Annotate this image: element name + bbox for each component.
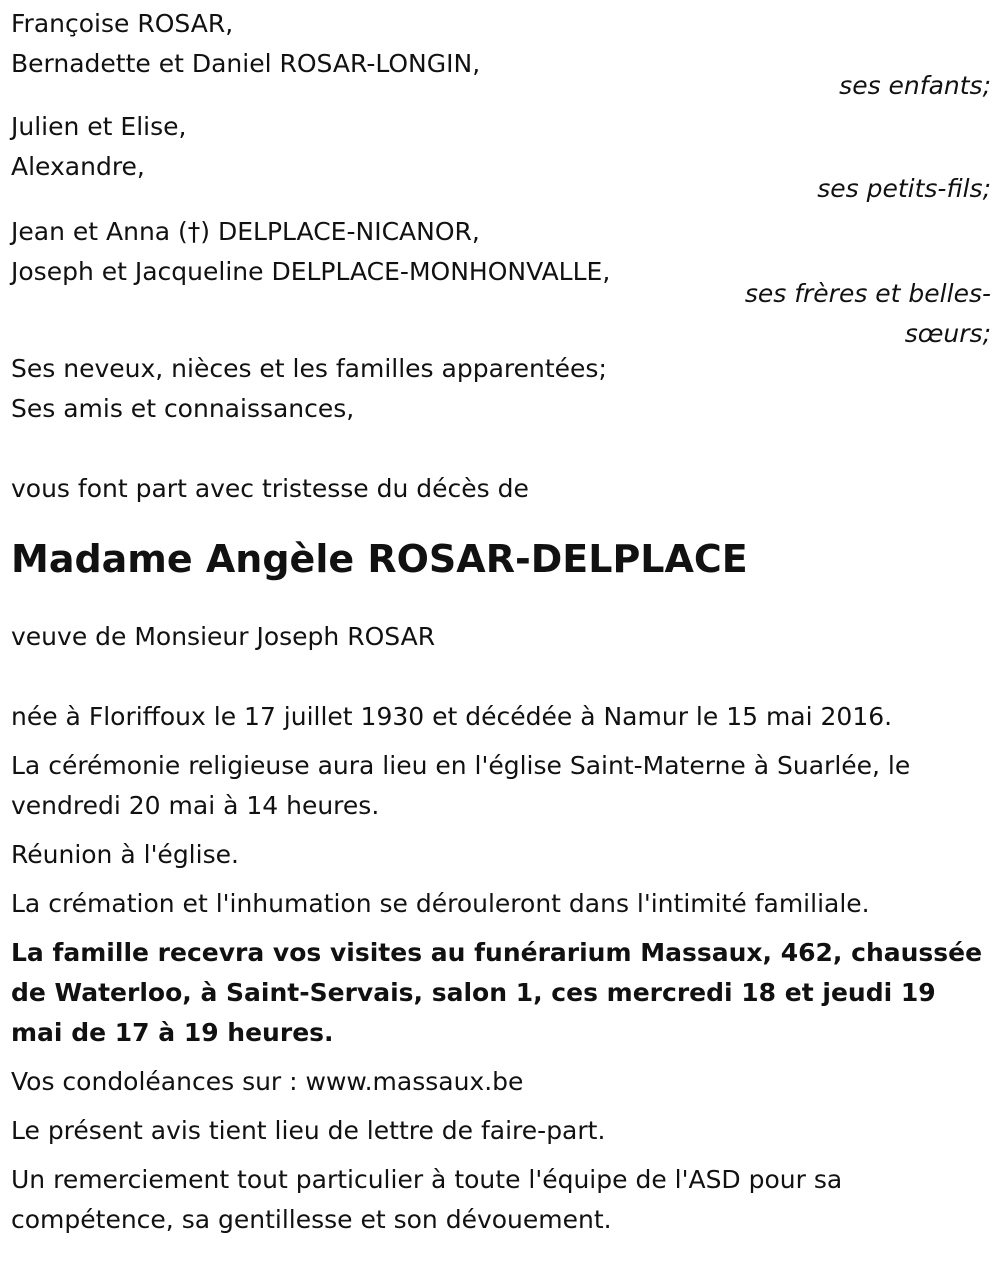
announcement: vous font part avec tristesse du décès de [11, 474, 529, 503]
grandchildren-group [11, 107, 991, 212]
siblings-role-line-2: sœurs; [904, 319, 991, 348]
siblings-group [11, 212, 991, 352]
children-role: ses enfants; [839, 71, 991, 100]
ceremony: La cérémonie religieuse aura lieu en l'église Saint-Materne à Suarlée, le vendredi 20 mai à 14 heures. [11, 751, 911, 820]
spouse-line: veuve de Monsieur Joseph ROSAR [11, 622, 436, 651]
child-1: Françoise ROSAR, [11, 9, 234, 38]
child-2: Bernadette et Daniel ROSAR-LONGIN, [11, 49, 481, 78]
others-line-1: Ses neveux, nièces et les familles apparentées; [11, 354, 607, 383]
others-line-2: Ses amis et connaissances, [11, 394, 355, 423]
cremation: La crémation et l'inhumation se dérouleront dans l'intimité familiale. [11, 889, 870, 918]
siblings-role-line-1: ses frères et belles- [744, 279, 991, 308]
grandchild-1: Julien et Elise, [11, 112, 187, 141]
obituary-notice [11, 4, 991, 1240]
grandchildren-role: ses petits-fils; [817, 174, 991, 203]
sibling-2: Joseph et Jacqueline DELPLACE-MONHONVALLE, [11, 257, 611, 286]
thanks: Un remerciement tout particulier à toute l'équipe de l'ASD pour sa compétence, sa gentillesse et son dévouement. [11, 1165, 843, 1234]
notice: Le présent avis tient lieu de lettre de faire-part. [11, 1116, 606, 1145]
sibling-1: Jean et Anna (†) DELPLACE-NICANOR, [11, 217, 480, 246]
visits: La famille recevra vos visites au funérarium Massaux, 462, chaussée de Waterloo, à Saint-Servais, salon 1, ces mercredi 18 et jeudi 19 mai de 17 à 19 heures. [11, 938, 983, 1047]
condolences: Vos condoléances sur : www.massaux.be [11, 1067, 524, 1096]
others-group [11, 349, 991, 429]
deceased-name: Madame Angèle ROSAR-DELPLACE [11, 537, 748, 581]
grandchild-2: Alexandre, [11, 152, 145, 181]
children-group [11, 4, 991, 114]
meeting: Réunion à l'église. [11, 840, 239, 869]
birth-death: née à Floriffoux le 17 juillet 1930 et décédée à Namur le 15 mai 2016. [11, 702, 893, 731]
